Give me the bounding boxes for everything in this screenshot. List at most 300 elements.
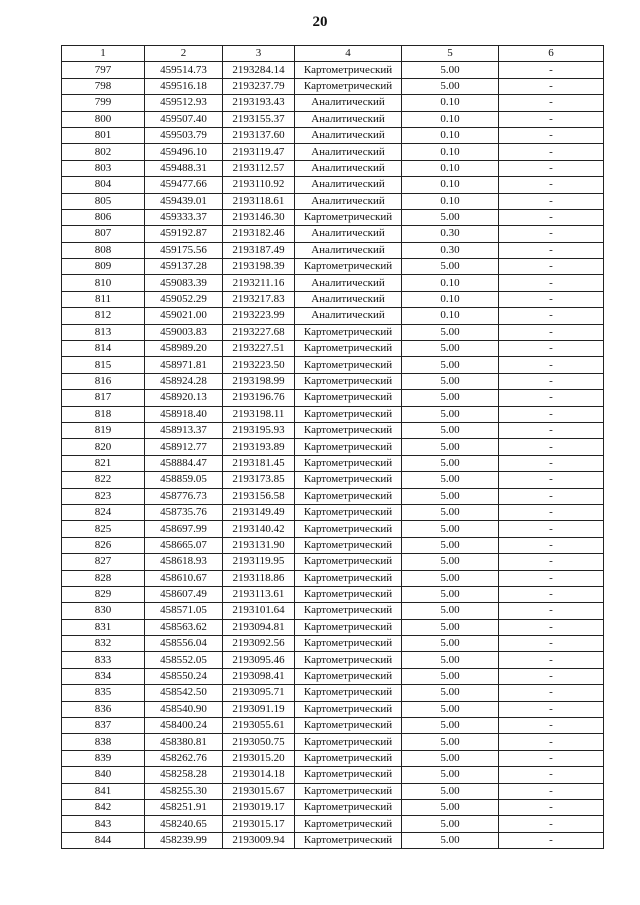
- table-cell: 5.00: [402, 734, 499, 750]
- table-cell: -: [499, 718, 604, 734]
- table-cell: 458563.62: [145, 619, 223, 635]
- table-cell: Аналитический: [295, 226, 402, 242]
- table-cell: -: [499, 390, 604, 406]
- table-cell: Картометрический: [295, 324, 402, 340]
- table-cell: Картометрический: [295, 636, 402, 652]
- table-cell: Картометрический: [295, 406, 402, 422]
- column-header: 4: [295, 46, 402, 62]
- table-cell: 458380.81: [145, 734, 223, 750]
- table-cell: Картометрический: [295, 439, 402, 455]
- table-cell: Картометрический: [295, 701, 402, 717]
- table-row: [62, 127, 604, 143]
- table-cell: 5.00: [402, 570, 499, 586]
- table-cell: -: [499, 111, 604, 127]
- table-cell: 458989.20: [145, 341, 223, 357]
- table-cell: 459333.37: [145, 209, 223, 225]
- table-cell: Аналитический: [295, 95, 402, 111]
- table-cell: Картометрический: [295, 668, 402, 684]
- table-cell: 815: [62, 357, 145, 373]
- table-cell: 0.30: [402, 226, 499, 242]
- table-cell: 5.00: [402, 390, 499, 406]
- table-cell: 459496.10: [145, 144, 223, 160]
- table-cell: 458610.67: [145, 570, 223, 586]
- table-cell: 2193019.17: [223, 799, 295, 815]
- table-cell: Картометрический: [295, 685, 402, 701]
- table-cell: 802: [62, 144, 145, 160]
- table-cell: Аналитический: [295, 242, 402, 258]
- table-cell: -: [499, 242, 604, 258]
- table-cell: 458859.05: [145, 472, 223, 488]
- table-cell: 459439.01: [145, 193, 223, 209]
- table-cell: 812: [62, 308, 145, 324]
- table-cell: 459192.87: [145, 226, 223, 242]
- table-cell: 817: [62, 390, 145, 406]
- table-cell: 0.10: [402, 193, 499, 209]
- table-cell: Аналитический: [295, 275, 402, 291]
- table-cell: 840: [62, 767, 145, 783]
- table-cell: 2193196.76: [223, 390, 295, 406]
- table-cell: 5.00: [402, 504, 499, 520]
- table-cell: 2193193.89: [223, 439, 295, 455]
- table-cell: -: [499, 537, 604, 553]
- table-cell: 828: [62, 570, 145, 586]
- table-cell: 458262.76: [145, 750, 223, 766]
- table-row: [62, 504, 604, 520]
- table-cell: 2193137.60: [223, 127, 295, 143]
- table-cell: 800: [62, 111, 145, 127]
- table-cell: Аналитический: [295, 144, 402, 160]
- table-cell: 0.10: [402, 308, 499, 324]
- table-cell: 806: [62, 209, 145, 225]
- table-cell: -: [499, 701, 604, 717]
- table-cell: Картометрический: [295, 209, 402, 225]
- table-cell: Картометрический: [295, 521, 402, 537]
- table-cell: 2193198.39: [223, 259, 295, 275]
- table-cell: 835: [62, 685, 145, 701]
- table-cell: Картометрический: [295, 750, 402, 766]
- table-cell: Аналитический: [295, 127, 402, 143]
- table-cell: 2193284.14: [223, 62, 295, 78]
- table-cell: 5.00: [402, 373, 499, 389]
- table-cell: 2193094.81: [223, 619, 295, 635]
- table-cell: -: [499, 78, 604, 94]
- table-cell: Картометрический: [295, 734, 402, 750]
- table-cell: -: [499, 95, 604, 111]
- table-row: [62, 209, 604, 225]
- table-cell: 2193227.68: [223, 324, 295, 340]
- table-cell: Аналитический: [295, 308, 402, 324]
- table-cell: 5.00: [402, 783, 499, 799]
- table-row: [62, 652, 604, 668]
- table-row: [62, 455, 604, 471]
- table-cell: 825: [62, 521, 145, 537]
- table-cell: 822: [62, 472, 145, 488]
- table-cell: 5.00: [402, 357, 499, 373]
- table-cell: -: [499, 177, 604, 193]
- table-cell: Картометрический: [295, 259, 402, 275]
- table-cell: 2193092.56: [223, 636, 295, 652]
- table-cell: 458556.04: [145, 636, 223, 652]
- table-cell: -: [499, 406, 604, 422]
- table-cell: 458913.37: [145, 422, 223, 438]
- table-header-row: [62, 46, 604, 62]
- table-cell: Картометрический: [295, 341, 402, 357]
- table-cell: 2193015.67: [223, 783, 295, 799]
- table-cell: -: [499, 209, 604, 225]
- table-cell: 2193098.41: [223, 668, 295, 684]
- table-cell: -: [499, 226, 604, 242]
- table-cell: 836: [62, 701, 145, 717]
- table-cell: 0.10: [402, 95, 499, 111]
- table-cell: 833: [62, 652, 145, 668]
- table-row: [62, 193, 604, 209]
- table-cell: 823: [62, 488, 145, 504]
- table-row: [62, 718, 604, 734]
- table-cell: Картометрический: [295, 537, 402, 553]
- table-cell: 0.10: [402, 177, 499, 193]
- table-cell: 808: [62, 242, 145, 258]
- table-cell: Картометрический: [295, 816, 402, 832]
- table-cell: 459512.93: [145, 95, 223, 111]
- table-cell: 0.10: [402, 127, 499, 143]
- table-cell: Картометрический: [295, 799, 402, 815]
- table-cell: 2193119.47: [223, 144, 295, 160]
- table-cell: 5.00: [402, 668, 499, 684]
- table-cell: -: [499, 275, 604, 291]
- table-cell: 805: [62, 193, 145, 209]
- table-row: [62, 373, 604, 389]
- table-cell: 5.00: [402, 701, 499, 717]
- table-cell: 804: [62, 177, 145, 193]
- table-cell: 2193187.49: [223, 242, 295, 258]
- table-cell: Картометрический: [295, 488, 402, 504]
- table-cell: -: [499, 816, 604, 832]
- table-row: [62, 406, 604, 422]
- table-cell: Картометрический: [295, 832, 402, 848]
- table-cell: 2193095.71: [223, 685, 295, 701]
- column-header: 5: [402, 46, 499, 62]
- table-cell: -: [499, 799, 604, 815]
- table-cell: 5.00: [402, 603, 499, 619]
- table-cell: Картометрический: [295, 603, 402, 619]
- table-cell: 5.00: [402, 537, 499, 553]
- table-cell: 2193118.61: [223, 193, 295, 209]
- table-cell: 5.00: [402, 209, 499, 225]
- table-cell: -: [499, 259, 604, 275]
- table-cell: 458542.50: [145, 685, 223, 701]
- table-cell: Картометрический: [295, 504, 402, 520]
- table-cell: Картометрический: [295, 455, 402, 471]
- table-cell: 459137.28: [145, 259, 223, 275]
- table-row: [62, 390, 604, 406]
- table-cell: Картометрический: [295, 554, 402, 570]
- table-row: [62, 422, 604, 438]
- table-cell: Картометрический: [295, 652, 402, 668]
- table-cell: 0.10: [402, 160, 499, 176]
- table-cell: 2193101.64: [223, 603, 295, 619]
- coordinates-table: [61, 45, 604, 849]
- table-row: [62, 570, 604, 586]
- table-row: [62, 242, 604, 258]
- table-cell: -: [499, 586, 604, 602]
- table-cell: -: [499, 472, 604, 488]
- table-row: [62, 783, 604, 799]
- table-cell: 2193113.61: [223, 586, 295, 602]
- table-row: [62, 750, 604, 766]
- table-cell: -: [499, 603, 604, 619]
- table-cell: 2193195.93: [223, 422, 295, 438]
- table-row: [62, 636, 604, 652]
- table-row: [62, 816, 604, 832]
- table-cell: 2193118.86: [223, 570, 295, 586]
- table-cell: Картометрический: [295, 619, 402, 635]
- table-row: [62, 95, 604, 111]
- table-cell: 5.00: [402, 488, 499, 504]
- table-cell: 459003.83: [145, 324, 223, 340]
- table-row: [62, 308, 604, 324]
- table-cell: 827: [62, 554, 145, 570]
- table-cell: -: [499, 193, 604, 209]
- table-cell: -: [499, 341, 604, 357]
- table-cell: 458550.24: [145, 668, 223, 684]
- table-cell: 844: [62, 832, 145, 848]
- table-cell: 2193091.19: [223, 701, 295, 717]
- table-cell: 807: [62, 226, 145, 242]
- table-cell: 458607.49: [145, 586, 223, 602]
- table-cell: Аналитический: [295, 160, 402, 176]
- table-cell: 0.10: [402, 291, 499, 307]
- table-cell: 2193149.49: [223, 504, 295, 520]
- table-row: [62, 554, 604, 570]
- table-cell: 5.00: [402, 767, 499, 783]
- table-cell: 841: [62, 783, 145, 799]
- table-cell: 831: [62, 619, 145, 635]
- table-cell: 821: [62, 455, 145, 471]
- table-cell: 818: [62, 406, 145, 422]
- table-cell: 839: [62, 750, 145, 766]
- table-cell: 5.00: [402, 799, 499, 815]
- table-cell: 829: [62, 586, 145, 602]
- table-row: [62, 701, 604, 717]
- table-cell: 459514.73: [145, 62, 223, 78]
- table-row: [62, 111, 604, 127]
- table-cell: Картометрический: [295, 718, 402, 734]
- table-cell: 810: [62, 275, 145, 291]
- table-cell: 2193015.20: [223, 750, 295, 766]
- table-cell: 459488.31: [145, 160, 223, 176]
- table-cell: 2193227.51: [223, 341, 295, 357]
- table-cell: -: [499, 422, 604, 438]
- table-cell: 2193181.45: [223, 455, 295, 471]
- table-cell: -: [499, 62, 604, 78]
- table-cell: -: [499, 291, 604, 307]
- table-body: [62, 62, 604, 849]
- table-cell: 826: [62, 537, 145, 553]
- table-row: [62, 586, 604, 602]
- table-cell: -: [499, 324, 604, 340]
- table-cell: 797: [62, 62, 145, 78]
- table-cell: 459052.29: [145, 291, 223, 307]
- table-row: [62, 357, 604, 373]
- table-cell: 2193050.75: [223, 734, 295, 750]
- table-row: [62, 488, 604, 504]
- table-cell: 458918.40: [145, 406, 223, 422]
- table-cell: 820: [62, 439, 145, 455]
- table-cell: Картометрический: [295, 783, 402, 799]
- table-cell: 837: [62, 718, 145, 734]
- table-cell: 2193173.85: [223, 472, 295, 488]
- table-cell: 5.00: [402, 554, 499, 570]
- table-cell: 2193198.99: [223, 373, 295, 389]
- table-cell: 5.00: [402, 422, 499, 438]
- table-row: [62, 275, 604, 291]
- table-cell: 5.00: [402, 652, 499, 668]
- table-cell: 842: [62, 799, 145, 815]
- table-cell: 458924.28: [145, 373, 223, 389]
- table-row: [62, 259, 604, 275]
- table-cell: 459477.66: [145, 177, 223, 193]
- table-cell: 458971.81: [145, 357, 223, 373]
- table-cell: Аналитический: [295, 111, 402, 127]
- table-cell: 458884.47: [145, 455, 223, 471]
- table-cell: 0.30: [402, 242, 499, 258]
- table-cell: Картометрический: [295, 586, 402, 602]
- table-cell: 2193119.95: [223, 554, 295, 570]
- table-cell: 2193217.83: [223, 291, 295, 307]
- table-cell: 832: [62, 636, 145, 652]
- table-row: [62, 619, 604, 635]
- table-cell: 458251.91: [145, 799, 223, 815]
- table-cell: 458239.99: [145, 832, 223, 848]
- table-cell: 458255.30: [145, 783, 223, 799]
- table-row: [62, 832, 604, 848]
- table-cell: -: [499, 619, 604, 635]
- table-cell: -: [499, 554, 604, 570]
- table-cell: -: [499, 455, 604, 471]
- table-cell: 458665.07: [145, 537, 223, 553]
- table-cell: 458912.77: [145, 439, 223, 455]
- table-cell: -: [499, 373, 604, 389]
- table-cell: 5.00: [402, 439, 499, 455]
- table-cell: 5.00: [402, 62, 499, 78]
- table-row: [62, 439, 604, 455]
- table-cell: -: [499, 160, 604, 176]
- table-cell: 2193014.18: [223, 767, 295, 783]
- table-cell: 838: [62, 734, 145, 750]
- table-cell: 2193146.30: [223, 209, 295, 225]
- table-row: [62, 472, 604, 488]
- table-cell: Аналитический: [295, 177, 402, 193]
- table-row: [62, 799, 604, 815]
- table-cell: Картометрический: [295, 767, 402, 783]
- table-cell: -: [499, 357, 604, 373]
- table-cell: 5.00: [402, 832, 499, 848]
- table-cell: -: [499, 144, 604, 160]
- table-row: [62, 668, 604, 684]
- table-cell: 2193110.92: [223, 177, 295, 193]
- table-cell: 2193211.16: [223, 275, 295, 291]
- table-row: [62, 144, 604, 160]
- table-header: [62, 46, 604, 62]
- table-cell: 2193055.61: [223, 718, 295, 734]
- table-cell: Картометрический: [295, 357, 402, 373]
- table-row: [62, 521, 604, 537]
- table-cell: 803: [62, 160, 145, 176]
- table-row: [62, 537, 604, 553]
- table-cell: 5.00: [402, 718, 499, 734]
- table-row: [62, 324, 604, 340]
- table-cell: 5.00: [402, 324, 499, 340]
- page-number: 20: [312, 14, 328, 30]
- table-cell: 5.00: [402, 406, 499, 422]
- table-cell: 458618.93: [145, 554, 223, 570]
- table-cell: Картометрический: [295, 78, 402, 94]
- table-cell: 458571.05: [145, 603, 223, 619]
- table-row: [62, 291, 604, 307]
- table-cell: -: [499, 832, 604, 848]
- table-row: [62, 603, 604, 619]
- table-cell: 5.00: [402, 750, 499, 766]
- table-cell: -: [499, 734, 604, 750]
- table-cell: -: [499, 636, 604, 652]
- table-cell: 5.00: [402, 586, 499, 602]
- table-cell: 2193015.17: [223, 816, 295, 832]
- table-cell: 5.00: [402, 455, 499, 471]
- table-cell: 5.00: [402, 78, 499, 94]
- table-cell: Картометрический: [295, 570, 402, 586]
- table-cell: 2193237.79: [223, 78, 295, 94]
- table-cell: 2193156.58: [223, 488, 295, 504]
- table-cell: 2193223.50: [223, 357, 295, 373]
- table-cell: -: [499, 685, 604, 701]
- table-row: [62, 341, 604, 357]
- table-cell: Аналитический: [295, 193, 402, 209]
- table-cell: -: [499, 308, 604, 324]
- table-row: [62, 734, 604, 750]
- table-cell: 2193095.46: [223, 652, 295, 668]
- table-cell: -: [499, 750, 604, 766]
- table-cell: 5.00: [402, 636, 499, 652]
- table-cell: 809: [62, 259, 145, 275]
- table-cell: 0.10: [402, 111, 499, 127]
- table-cell: 819: [62, 422, 145, 438]
- table-row: [62, 177, 604, 193]
- table-cell: Картометрический: [295, 62, 402, 78]
- table-cell: -: [499, 767, 604, 783]
- table-cell: 2193182.46: [223, 226, 295, 242]
- table-cell: 799: [62, 95, 145, 111]
- table-cell: Картометрический: [295, 422, 402, 438]
- table-cell: 2193223.99: [223, 308, 295, 324]
- table-cell: Картометрический: [295, 373, 402, 389]
- table-cell: 834: [62, 668, 145, 684]
- column-header: 3: [223, 46, 295, 62]
- table-cell: 2193131.90: [223, 537, 295, 553]
- table-cell: 798: [62, 78, 145, 94]
- table-cell: 816: [62, 373, 145, 389]
- table-cell: 2193198.11: [223, 406, 295, 422]
- table-cell: 5.00: [402, 685, 499, 701]
- table-cell: 5.00: [402, 619, 499, 635]
- table-cell: 5.00: [402, 472, 499, 488]
- table-cell: 0.10: [402, 275, 499, 291]
- table-row: [62, 62, 604, 78]
- table-cell: 2193155.37: [223, 111, 295, 127]
- column-header: 1: [62, 46, 145, 62]
- table-cell: Аналитический: [295, 291, 402, 307]
- table-cell: 458776.73: [145, 488, 223, 504]
- column-header: 2: [145, 46, 223, 62]
